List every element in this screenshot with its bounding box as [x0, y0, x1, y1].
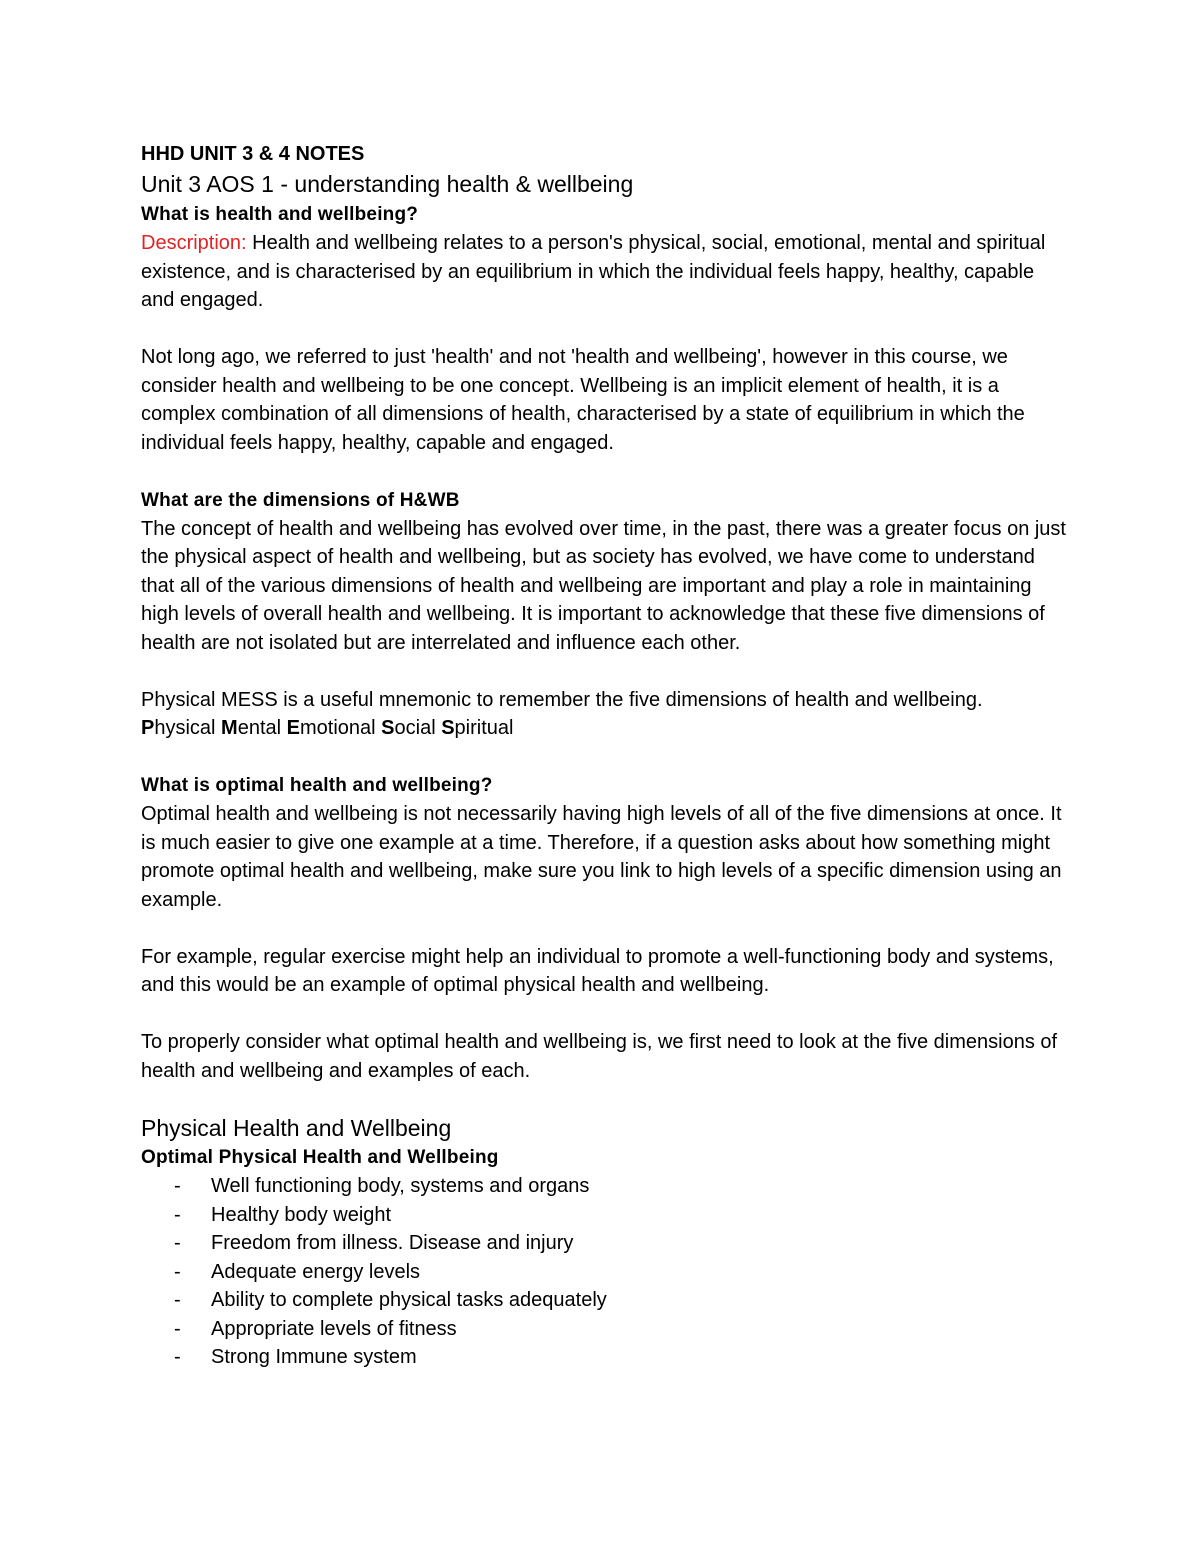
physical-list [141, 1172, 1071, 1372]
document-page [141, 140, 1071, 1372]
dash-bullet: - [174, 1232, 181, 1254]
dash-bullet: - [174, 1203, 181, 1226]
section-dimensions [141, 486, 1071, 772]
mnemonic-rest: hysical [154, 717, 222, 739]
dash-bullet: - [174, 1175, 181, 1197]
mnemonic-initial: P [141, 717, 155, 739]
dash-bullet: - [174, 1346, 181, 1368]
health-concept-paragraph: Not long ago, we referred to just 'health' and not 'health and wellbeing', however in this course, we consider health and wellbeing to be one concept. Wellbeing is an implicit element of health, it is a complex combination of all dimensions of health, characterised by a state of equilibrium in which the individual feels happy, healthy, capable and engaged. [141, 346, 1025, 454]
mnemonic-intro-paragraph: Physical MESS is a useful mnemonic to remember the five dimensions of health and wellbeing. [141, 688, 983, 711]
mnemonic-rest: ental [237, 717, 287, 739]
list-item [141, 1343, 1071, 1372]
optimal-paragraph: Optimal health and wellbeing is not necessarily having high levels of all of the five dimensions at once. It is much easier to give one example at a time. Therefore, if a question asks about how something might promote optimal health and wellbeing, make sure you link to high levels of a specific dimension using an example. [141, 803, 1062, 911]
dimensions-intro-paragraph: To properly consider what optimal health and wellbeing is, we first need to look at the five dimensions of health and wellbeing and examples of each. [141, 1031, 1058, 1082]
mnemonic-rest: piritual [454, 717, 514, 739]
paragraph-gap [141, 315, 1071, 344]
subheading-optimal-physical: Optimal Physical Health and Wellbeing [141, 1147, 499, 1168]
section-heading-physical: Physical Health and Wellbeing [141, 1115, 452, 1141]
mnemonic-initial: S [441, 717, 455, 739]
mnemonic-line [141, 714, 1071, 743]
paragraph-gap [141, 457, 1071, 486]
question-heading-dimensions: What are the dimensions of H&WB [141, 489, 460, 511]
list-item [141, 1172, 1071, 1201]
document-title: HHD UNIT 3 & 4 NOTES [141, 143, 365, 165]
description-paragraph [141, 229, 1071, 315]
paragraph-gap [141, 657, 1071, 686]
list-item [141, 1286, 1071, 1315]
list-item-text: Well functioning body, systems and organs [211, 1175, 590, 1197]
paragraph-gap [141, 1085, 1071, 1113]
mnemonic-initial: S [381, 717, 395, 739]
list-item [141, 1258, 1071, 1287]
question-heading-optimal: What is optimal health and wellbeing? [141, 775, 493, 796]
list-item [141, 1229, 1071, 1258]
example-paragraph: For example, regular exercise might help an individual to promote a well-functioning body and systems, and this would be an example of optimal physical health and wellbeing. [141, 945, 1054, 996]
list-item-text: Ability to complete physical tasks adequately [211, 1289, 607, 1311]
mnemonic-initial: E [286, 717, 300, 739]
list-item-text: Adequate energy levels [211, 1260, 421, 1283]
question-heading-what-is-health: What is health and wellbeing? [141, 204, 419, 225]
mnemonic-initial: M [221, 717, 238, 739]
list-item [141, 1201, 1071, 1230]
list-item-text: Freedom from illness. Disease and injury [211, 1232, 574, 1254]
section-physical [141, 1113, 1071, 1372]
dash-bullet: - [174, 1317, 181, 1340]
unit-heading: Unit 3 AOS 1 - understanding health & wellbeing [141, 171, 634, 197]
list-item-text: Healthy body weight [211, 1203, 392, 1226]
mnemonic-rest: ocial [394, 717, 442, 739]
paragraph-gap [141, 743, 1071, 772]
list-item-text: Appropriate levels of fitness [211, 1317, 457, 1340]
description-label: Description: [141, 232, 247, 254]
dash-bullet: - [174, 1260, 181, 1283]
list-item-text: Strong Immune system [211, 1346, 417, 1368]
section-what-is-health [141, 200, 1071, 486]
dimensions-paragraph: The concept of health and wellbeing has evolved over time, in the past, there was a greater focus on just the physical aspect of health and wellbeing, but as society has evolved, we have come to understand that all of the various dimensions of health and wellbeing are important and play a role in maintaining high levels of overall health and wellbeing. It is important to acknowledge that these five dimensions of health are not isolated but are interrelated and influence each other. [141, 517, 1066, 654]
section-optimal [141, 771, 1071, 1113]
description-text: Health and wellbeing relates to a person's physical, social, emotional, mental and spiritual existence, and is characterised by an equilibrium in which the individual feels happy, healthy, capable and engaged. [141, 232, 1046, 311]
dash-bullet: - [174, 1289, 181, 1311]
list-item [141, 1315, 1071, 1344]
mnemonic-rest: motional [300, 717, 382, 739]
paragraph-gap [141, 1000, 1071, 1029]
paragraph-gap [141, 914, 1071, 943]
